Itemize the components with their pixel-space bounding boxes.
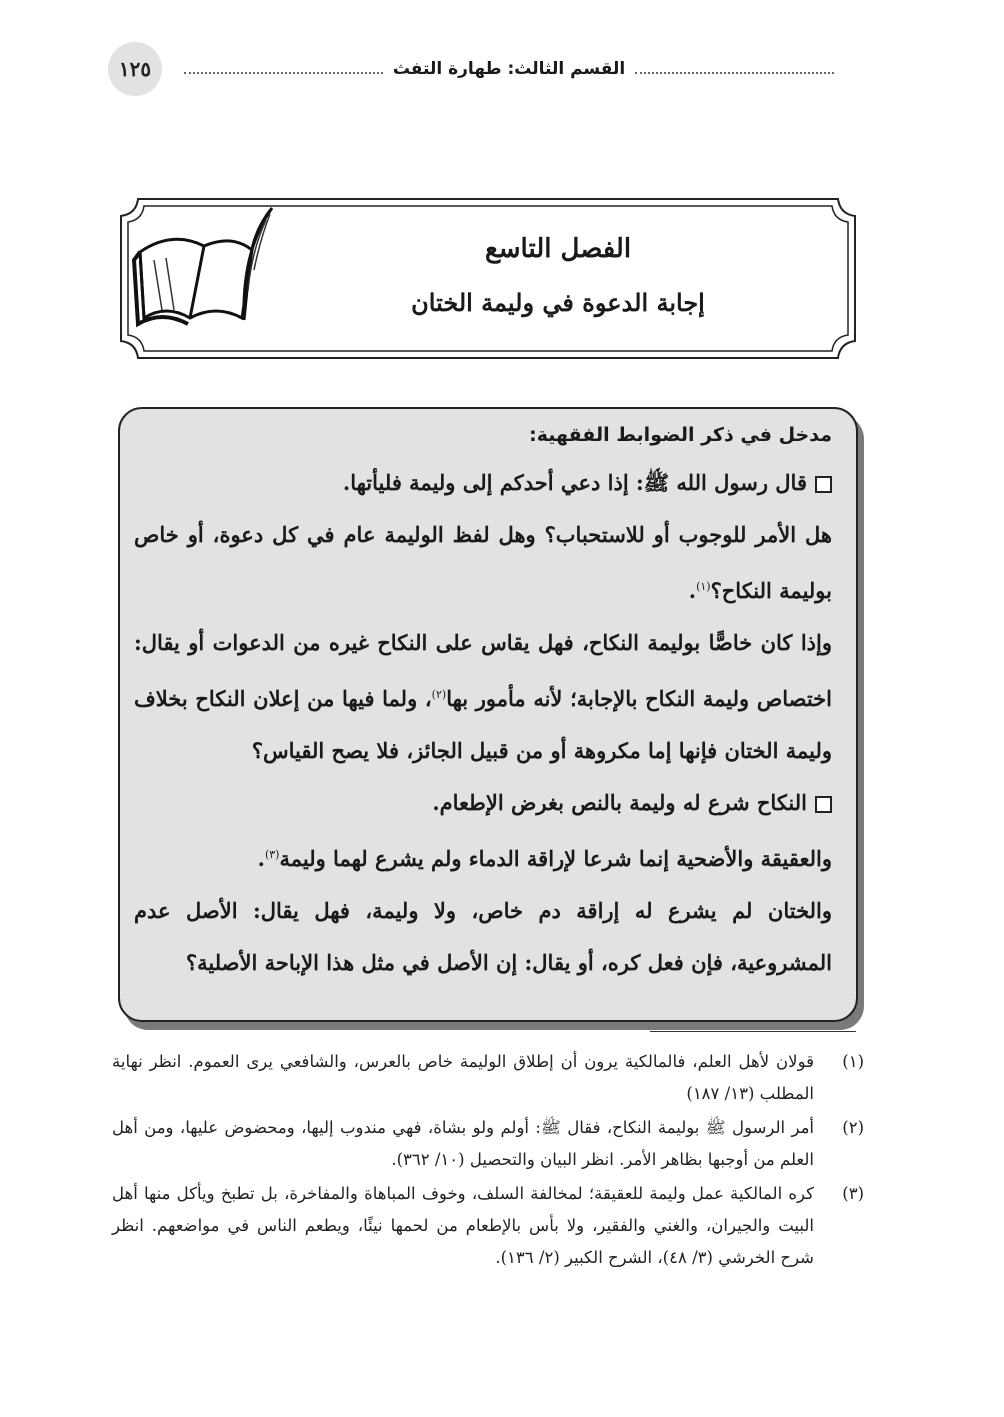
footnote-number: (٣) <box>842 1184 864 1203</box>
running-title-text: القسم الثالث: طهارة التفث <box>392 59 626 79</box>
running-title <box>174 57 844 81</box>
page-header <box>108 42 844 98</box>
paragraph: والختان لم يشرع له إراقة دم خاص، ولا وليمة، فهل يقال: الأصل عدم المشروعية، فإن فعل كره، أو يقال: إن الأصل في مثل هذا الإباحة الأصلية؟ <box>134 898 832 975</box>
footnotes <box>112 1046 864 1276</box>
checkbox-bullet-icon <box>815 796 832 813</box>
leader-dots-left <box>184 72 383 74</box>
footnote <box>112 1178 864 1274</box>
footnote-ref: (١) <box>696 580 711 593</box>
checkbox-bullet-icon <box>815 476 832 493</box>
page-number: ١٢٥ <box>108 42 162 96</box>
entry-heading: مدخل في ذكر الضوابط الفقهية: <box>529 424 832 446</box>
paragraph: وإذا كان خاصًّا بوليمة النكاح، فهل يقاس على النكاح غيره من الدعوات أو يقال: اختصاص وليمة النكاح بالإجابة؛ لأنه مأمور بها$^{(٢)}$، ولما فيها من إعلان النكاح بخلاف وليمة الختان فإنها إما مكروهة أو من قبيل الجائز، فلا يصح القياس؟ <box>134 630 832 763</box>
footnote-number: (٢) <box>842 1118 864 1137</box>
book-quill-icon <box>132 200 282 340</box>
footnote-text: أمر الرسول ﷺ بوليمة النكاح، فقال ﷺ: أولم ولو بشاة، فهي مندوب إليها، ومحضوض عليها، ومن أهل العلم من أوجبها بظاهر الأمر. انظر البيان والتحصيل (١٠/ ٣٦٢). <box>112 1118 814 1169</box>
footnote-separator <box>650 1031 856 1032</box>
paragraph: هل الأمر للوجوب أو للاستحباب؟ وهل لفظ الوليمة عام في كل دعوة، أو خاص بوليمة النكاح؟$^{(١)}$. <box>134 522 832 603</box>
footnote <box>112 1112 864 1176</box>
paragraph: النكاح شرع له وليمة بالنص بغرض الإطعام. <box>134 777 832 829</box>
leader-dots-right <box>635 72 834 74</box>
chapter-title-frame <box>118 196 858 361</box>
paragraph: والعقيقة والأضحية إنما شرعا لإراقة الدماء ولم يشرع لهما وليمة$^{(٣)}$. <box>257 846 832 871</box>
footnote-ref: (٢) <box>431 688 447 701</box>
paragraph: قال رسول الله ﷺ: إذا دعي أحدكم إلى وليمة فليأتها. <box>134 457 832 509</box>
chapter-title: الفصل التاسع <box>484 234 632 264</box>
footnote <box>112 1046 864 1110</box>
footnote-text: قولان لأهل العلم، فالمالكية يرون أن إطلاق الوليمة خاص بالعرس، والشافعي يرى العموم. انظر نهاية المطلب (١٣/ ١٨٧) <box>112 1052 814 1103</box>
chapter-subtitle: إجابة الدعوة في وليمة الختان <box>411 288 705 317</box>
footnote-number: (١) <box>842 1052 864 1071</box>
introduction-box <box>118 407 858 1022</box>
footnote-text: كره المالكية عمل وليمة للعقيقة؛ لمخالفة السلف، وخوف المباهاة والمفاخرة، بل تطبخ ويأكل منها أهل البيت والجيران، والغني والفقير، ولا بأس بالإطعام من لحمها نيئًا، ويطعم الناس في مواضعهم. انظر شرح الخرشي (٣/ ٤٨)، الشرح الكبير (٢/ ١٣٦). <box>112 1184 814 1267</box>
footnote-ref: (٣) <box>264 848 280 861</box>
